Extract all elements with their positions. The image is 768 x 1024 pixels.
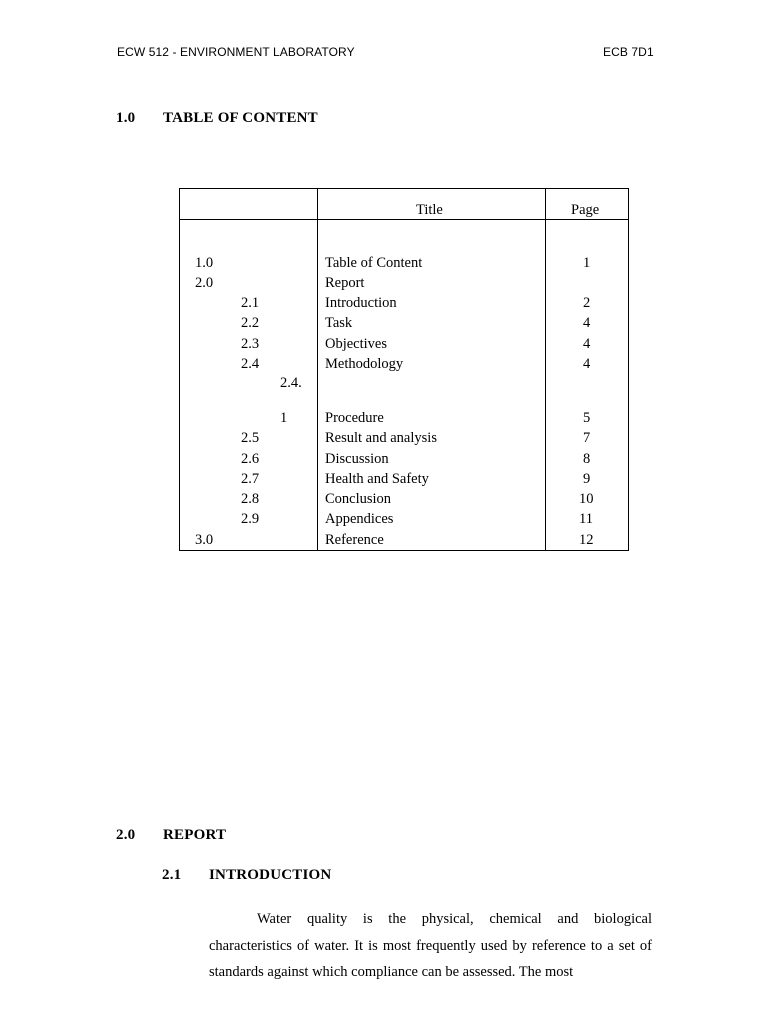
toc-row-number: 2.6 <box>241 451 260 467</box>
toc-row-title: Objectives <box>325 336 388 352</box>
column-header-page: Page <box>571 202 600 218</box>
section-title: REPORT <box>163 827 227 843</box>
running-header-course: ECW 512 - ENVIRONMENT LABORATORY <box>117 45 355 59</box>
toc-row-number: 2.4 <box>241 356 260 372</box>
toc-row-number: 2.0 <box>195 275 214 291</box>
toc-row-page: 7 <box>583 430 591 446</box>
toc-row-page: 10 <box>579 491 594 507</box>
toc-row-number: 2.7 <box>241 471 260 487</box>
toc-row-number: 3.0 <box>195 532 214 548</box>
toc-row-title: Appendices <box>325 511 394 527</box>
toc-row-page: 2 <box>583 295 591 311</box>
toc-row-page: 11 <box>579 511 593 527</box>
toc-row-title: Reference <box>325 532 384 548</box>
table-divider <box>317 189 318 550</box>
toc-row-number: 2.9 <box>241 511 260 527</box>
section-number: 2.1 <box>162 867 182 883</box>
toc-row-title: Conclusion <box>325 491 392 507</box>
table-divider <box>545 189 546 550</box>
toc-row-title: Introduction <box>325 295 397 311</box>
section-title: TABLE OF CONTENT <box>163 110 318 126</box>
introduction-paragraph: Water quality is the physical, chemical and biological characteristics of water. It is most frequently used by reference to a set of standards against which compliance can be assessed. The most <box>209 911 652 980</box>
toc-row-title: Report <box>325 275 365 291</box>
toc-row-title: Table of Content <box>325 255 423 271</box>
toc-row-page: 9 <box>583 471 591 487</box>
toc-row-title: Discussion <box>325 451 389 467</box>
section-number: 2.0 <box>116 827 136 843</box>
toc-row-page: 1 <box>583 255 591 271</box>
toc-row-number: 2.3 <box>241 336 260 352</box>
section-number: 1.0 <box>116 110 136 126</box>
toc-row-number: 2.5 <box>241 430 260 446</box>
column-header-title: Title <box>416 202 443 218</box>
toc-row-number: 2.1 <box>241 295 260 311</box>
toc-row-number: 2.8 <box>241 491 260 507</box>
table-header-rule <box>180 219 628 220</box>
running-header-group: ECB 7D1 <box>603 45 654 59</box>
toc-row-page: 4 <box>583 356 591 372</box>
toc-row-title: Methodology <box>325 356 404 372</box>
toc-row-page: 5 <box>583 410 591 426</box>
toc-row-title: Task <box>325 315 353 331</box>
toc-row-title: Procedure <box>325 410 384 426</box>
toc-row-page: 4 <box>583 315 591 331</box>
section-title: INTRODUCTION <box>209 867 332 883</box>
toc-row-number: 2.4. <box>280 375 302 391</box>
toc-row-title: Result and analysis <box>325 430 437 446</box>
toc-row-number: 1.0 <box>195 255 214 271</box>
toc-row-number: 1 <box>280 410 288 426</box>
toc-row-page: 8 <box>583 451 591 467</box>
toc-row-page: 4 <box>583 336 591 352</box>
toc-table <box>179 188 629 551</box>
toc-row-title: Health and Safety <box>325 471 429 487</box>
toc-row-number: 2.2 <box>241 315 260 331</box>
toc-row-page: 12 <box>579 532 594 548</box>
